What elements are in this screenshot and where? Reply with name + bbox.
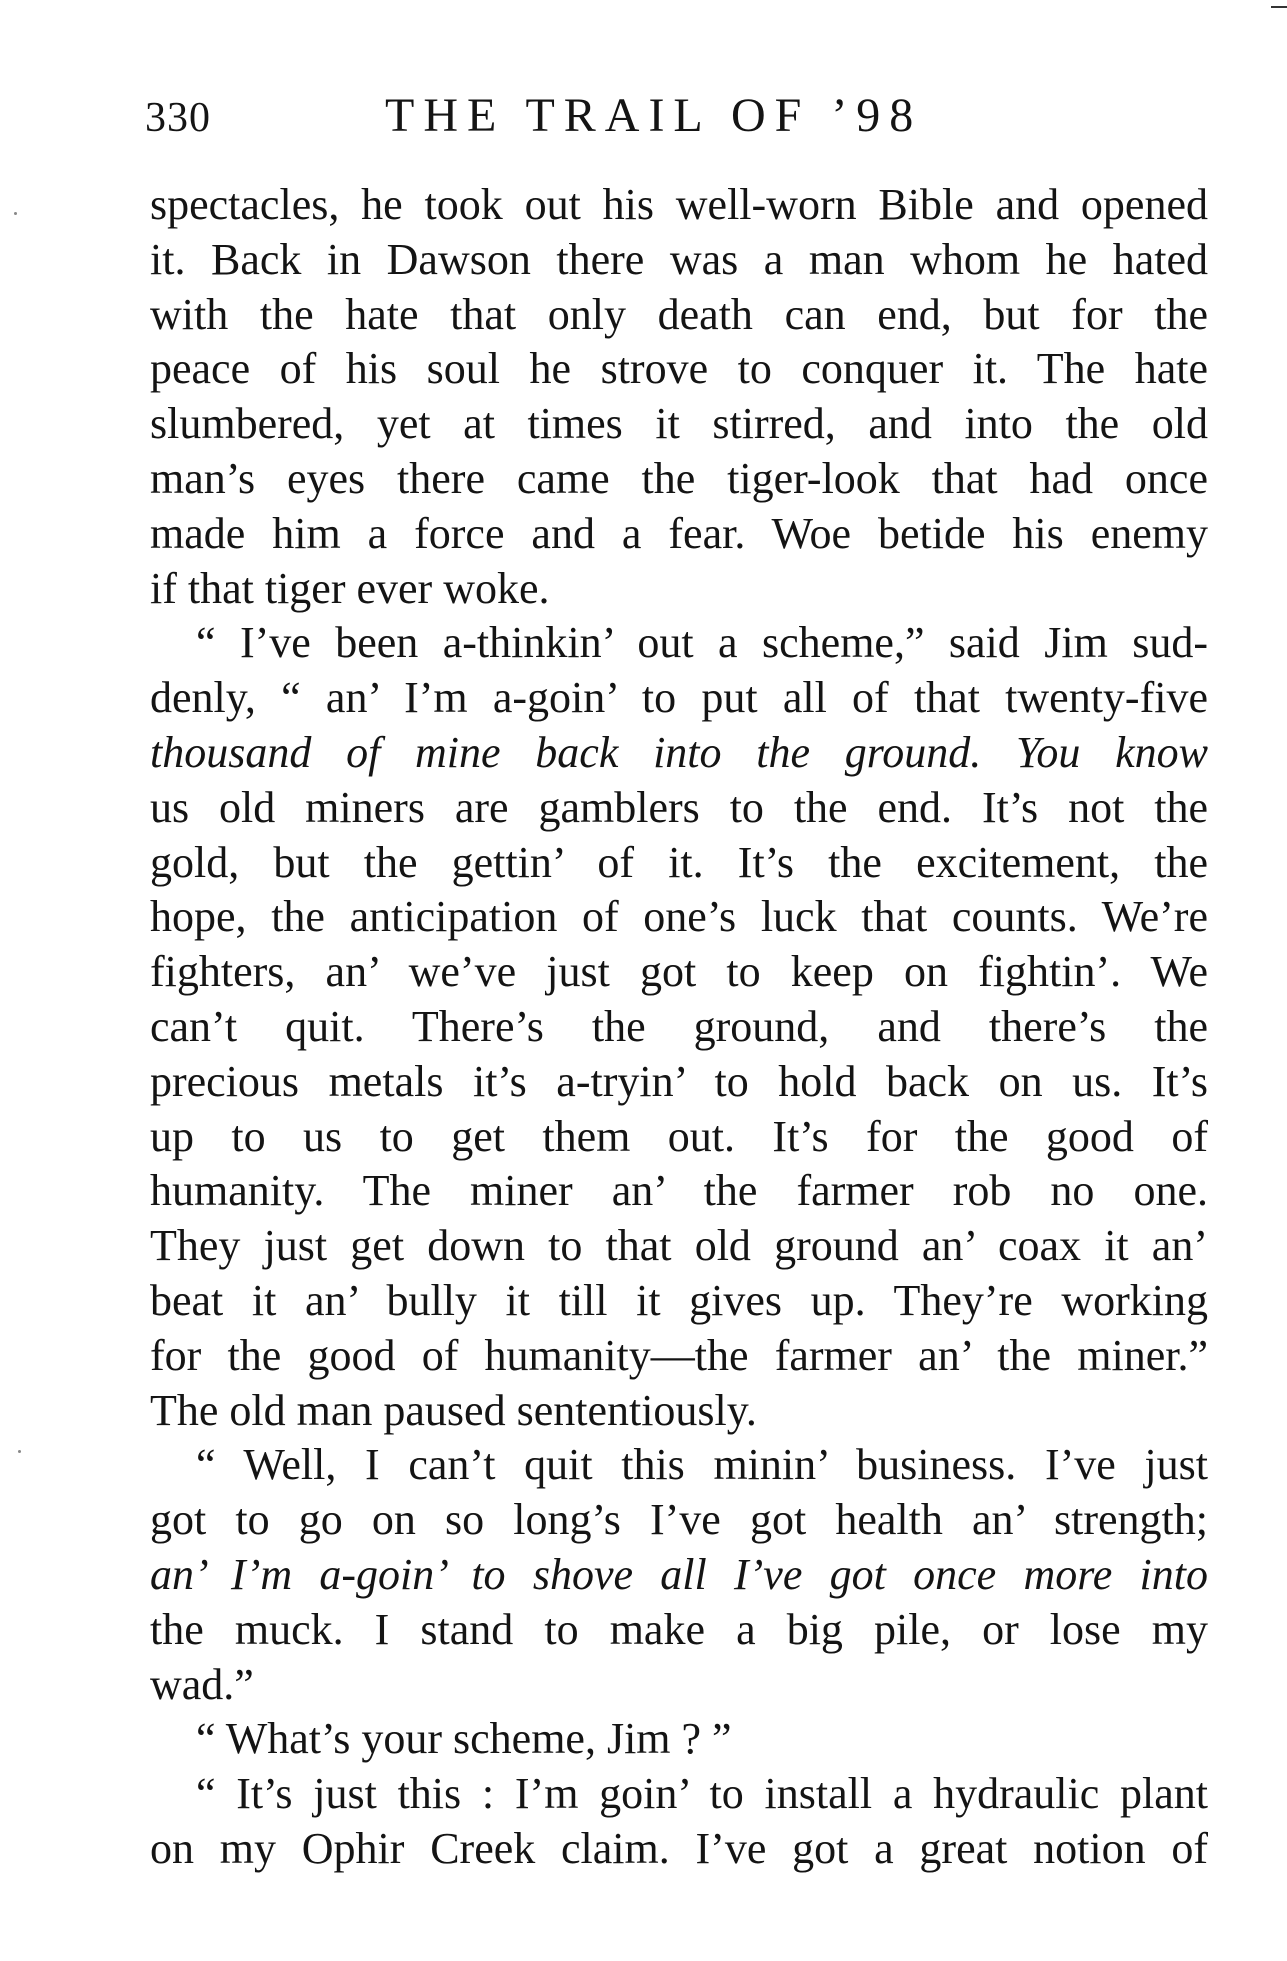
text-line: it. Back in Dawson there was a man whom he hated — [150, 234, 1208, 284]
text-line: “ What’s your scheme, Jim ? ” — [196, 1714, 732, 1764]
text-line: with the hate that only death can end, but for the — [150, 289, 1208, 339]
text-line: got to go on so long’s I’ve got health an’ strength; — [150, 1495, 1208, 1545]
scan-edge-mark — [1271, 6, 1287, 8]
text-line: for the good of humanity—the farmer an’ the miner.” — [150, 1330, 1208, 1380]
scan-speck — [18, 1450, 21, 1453]
scan-speck — [14, 212, 17, 215]
text-line: “ It’s just this : I’m goin’ to install a hydraulic plant — [196, 1769, 1208, 1819]
text-line: beat it an’ bully it till it gives up. They’re working — [150, 1275, 1208, 1325]
text-line: precious metals it’s a-tryin’ to hold back on us. It’s — [150, 1056, 1208, 1106]
text-line: denly, “ an’ I’m a-goin’ to put all of that twenty-five — [150, 673, 1208, 723]
text-line: fighters, an’ we’ve just got to keep on fightin’. We — [150, 947, 1208, 997]
text-line: The old man paused sententiously. — [150, 1385, 757, 1435]
text-line: spectacles, he took out his well-worn Bible and opened — [150, 180, 1208, 229]
text-line: “ I’ve been a-thinkin’ out a scheme,” said Jim sud- — [196, 618, 1208, 668]
text-line: They just get down to that old ground an’ coax it an’ — [150, 1221, 1208, 1271]
text-line: “ Well, I can’t quit this minin’ business. I’ve just — [196, 1440, 1208, 1490]
text-line: hope, the anticipation of one’s luck that counts. We’re — [150, 892, 1208, 942]
text-line: slumbered, yet at times it stirred, and into the old — [150, 399, 1208, 449]
text-line: wad.” — [150, 1659, 254, 1709]
text-line: thousand of mine back into the ground. You know — [150, 727, 1208, 777]
text-line: the muck. I stand to make a big pile, or lose my — [150, 1604, 1208, 1654]
page-header — [145, 88, 1215, 148]
text-line: us old miners are gamblers to the end. It’s not the — [150, 782, 1208, 832]
running-title: THE TRAIL OF ’98 — [385, 89, 923, 142]
text-line: on my Ophir Creek claim. I’ve got a great notion of — [150, 1823, 1208, 1873]
page-number: 330 — [145, 95, 211, 141]
text-line: made him a force and a fear. Woe betide his enemy — [150, 508, 1208, 558]
text-line: man’s eyes there came the tiger-look that had once — [150, 453, 1208, 503]
text-line: can’t quit. There’s the ground, and there’s the — [150, 1001, 1208, 1051]
text-line: humanity. The miner an’ the farmer rob no one. — [150, 1166, 1208, 1216]
text-line: peace of his soul he strove to conquer it. The hate — [150, 344, 1208, 394]
text-line: up to us to get them out. It’s for the good of — [150, 1111, 1208, 1161]
text-line: if that tiger ever woke. — [150, 563, 550, 613]
text-line: an’ I’m a-goin’ to shove all I’ve got once more into — [150, 1549, 1208, 1599]
text-line: gold, but the gettin’ of it. It’s the excitement, the — [150, 837, 1208, 887]
body-text — [150, 178, 1208, 1877]
